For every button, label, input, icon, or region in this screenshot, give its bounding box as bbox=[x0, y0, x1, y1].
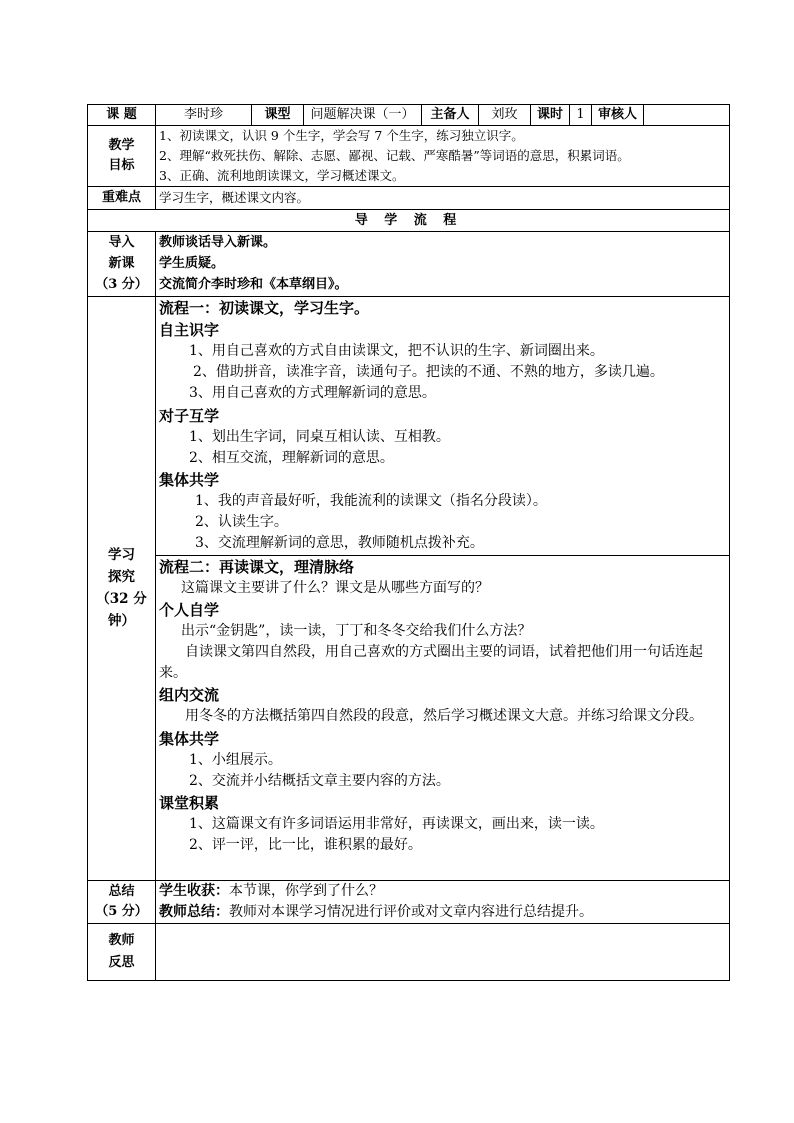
study-part1-row bbox=[88, 297, 730, 556]
section-heading: 自主识字 bbox=[159, 321, 220, 339]
student-gain-text: 本节课，你学到了什么？ bbox=[229, 882, 383, 899]
summary-label bbox=[88, 880, 156, 923]
study-label-line1: 学习 bbox=[108, 547, 135, 564]
header-row bbox=[88, 105, 730, 126]
summary-label-line1: 总结 bbox=[108, 883, 135, 899]
section-item: 3、用自己喜欢的方式理解新词的意思。 bbox=[189, 385, 436, 402]
section-item: 1、小组展示。 bbox=[189, 751, 282, 768]
part1-title: 流程一：初读课文，学习生字。 bbox=[159, 299, 370, 317]
reviewer-value bbox=[644, 105, 730, 126]
study-label bbox=[88, 297, 156, 881]
preparer-label: 主备人 bbox=[422, 105, 479, 126]
intro-row bbox=[88, 232, 730, 297]
section-item: 2、交流并小结概括文章主要内容的方法。 bbox=[189, 772, 450, 789]
part2-title: 流程二：再读课文，理清脉络 bbox=[159, 557, 355, 576]
section-item: 出示“金钥匙”，读一读，丁丁和冬冬交给我们什么方法？ bbox=[181, 622, 532, 639]
difficulty-label: 重难点 bbox=[88, 187, 156, 210]
study-part2-content bbox=[156, 555, 730, 880]
goal-item: 1、初读课文，认识 9 个生字，学会写 7 个生字，练习独立识字。 bbox=[159, 128, 524, 143]
flow-title: 导 学 流 程 bbox=[88, 210, 730, 232]
section-heading: 集体共学 bbox=[159, 471, 220, 490]
section-heading: 组内交流 bbox=[159, 686, 220, 705]
lesson-title: 李时珍 bbox=[156, 105, 252, 126]
section-item: 2、评一评，比一比，谁积累的最好。 bbox=[189, 837, 422, 854]
intro-line: 学生质疑。 bbox=[159, 256, 225, 271]
title-label: 课 题 bbox=[88, 105, 156, 126]
lesson-plan-table bbox=[87, 104, 730, 981]
goals-row bbox=[88, 126, 730, 187]
goals-content bbox=[156, 126, 730, 187]
section-heading: 个人自学 bbox=[159, 600, 220, 619]
section-item: 2、认读生字。 bbox=[195, 514, 288, 531]
section-heading: 集体共学 bbox=[159, 729, 220, 748]
section-heading: 对子互学 bbox=[159, 406, 220, 425]
intro-content bbox=[156, 232, 730, 297]
reflection-label-line2: 反思 bbox=[108, 954, 135, 970]
section-item: 1、我的声音最好听，我能流利的读课文（指名分段读）。 bbox=[195, 493, 547, 510]
study-label-line2: 探究 bbox=[108, 569, 135, 586]
intro-label-line2: 新课 bbox=[108, 256, 135, 271]
summary-row bbox=[88, 880, 730, 923]
section-item: 自读课文第四自然段，用自己喜欢的方式圈出主要的词语，试着把他们用一句话连起来。 bbox=[159, 644, 703, 682]
reflection-label bbox=[88, 923, 156, 980]
intro-line: 教师谈话导入新课。 bbox=[159, 235, 277, 250]
intro-label-line1: 导入 bbox=[108, 235, 135, 250]
student-gain-label: 学生收获： bbox=[159, 882, 229, 899]
intro-label bbox=[88, 232, 156, 297]
teacher-summary-label: 教师总结： bbox=[159, 903, 229, 920]
study-label-line4: 钟） bbox=[108, 613, 135, 630]
study-part1-content bbox=[156, 297, 730, 556]
group-text: 用冬冬的方法概括第四自然段的段意，然后学习概述课文大意。并练习给课文分段。 bbox=[185, 708, 703, 725]
teacher-summary-text: 教师对本课学习情况进行评价或对文章内容进行总结提升。 bbox=[229, 903, 593, 920]
difficulty-text: 学习生字，概述课文内容。 bbox=[156, 187, 730, 210]
teacher-summary bbox=[159, 902, 726, 923]
difficulty-row bbox=[88, 187, 730, 210]
section-item: 2、相互交流，理解新词的意思。 bbox=[189, 449, 394, 466]
section-item: 1、用自己喜欢的方式自由读课文，把不认识的生字、新词圈出来。 bbox=[189, 343, 604, 359]
goal-item: 3、正确、流利地朗读课文，学习概述课文。 bbox=[159, 168, 405, 183]
section-item: 1、划出生字词，同桌互相认读、互相教。 bbox=[189, 428, 450, 445]
reflection-content bbox=[156, 923, 730, 980]
summary-content bbox=[156, 880, 730, 923]
lesson-type: 问题解决课（一） bbox=[304, 105, 422, 126]
study-label-line3: （32 分 bbox=[96, 591, 147, 608]
goals-label-line1: 教学 bbox=[108, 138, 135, 153]
hours-value: 1 bbox=[570, 105, 592, 126]
goals-label-line2: 目标 bbox=[108, 158, 135, 173]
goals-label bbox=[88, 126, 156, 187]
intro-label-line3: （3 分） bbox=[95, 277, 148, 292]
reflection-label-line1: 教师 bbox=[108, 932, 135, 948]
part2-question: 这篇课文主要讲了什么？课文是从哪些方面写的？ bbox=[181, 579, 489, 596]
preparer-name: 刘玫 bbox=[479, 105, 531, 126]
summary-label-line2: （5 分） bbox=[95, 903, 148, 919]
type-label: 课型 bbox=[252, 105, 304, 126]
section-item: 3、交流理解新词的意思，教师随机点拨补充。 bbox=[195, 535, 484, 552]
reviewer-label: 审核人 bbox=[592, 105, 644, 126]
intro-line: 交流简介李时珍和《本草纲目》。 bbox=[159, 277, 348, 292]
section-item: 2、借助拼音，读准字音，读通句子。把读的不通、不熟的地方，多读几遍。 bbox=[193, 364, 664, 381]
reflection-row bbox=[88, 923, 730, 980]
hours-label: 课时 bbox=[531, 105, 570, 126]
section-heading: 课堂积累 bbox=[159, 794, 220, 813]
flow-title-row bbox=[88, 210, 730, 232]
goal-item: 2、理解“救死扶伤、解除、志愿、鄙视、记载、严寒酷暑”等词语的意思，积累词语。 bbox=[159, 148, 630, 163]
student-gain bbox=[159, 881, 726, 902]
study-part2-row bbox=[88, 555, 730, 880]
section-item: 1、这篇课文有许多词语运用非常好，再读课文，画出来，读一读。 bbox=[189, 816, 604, 833]
